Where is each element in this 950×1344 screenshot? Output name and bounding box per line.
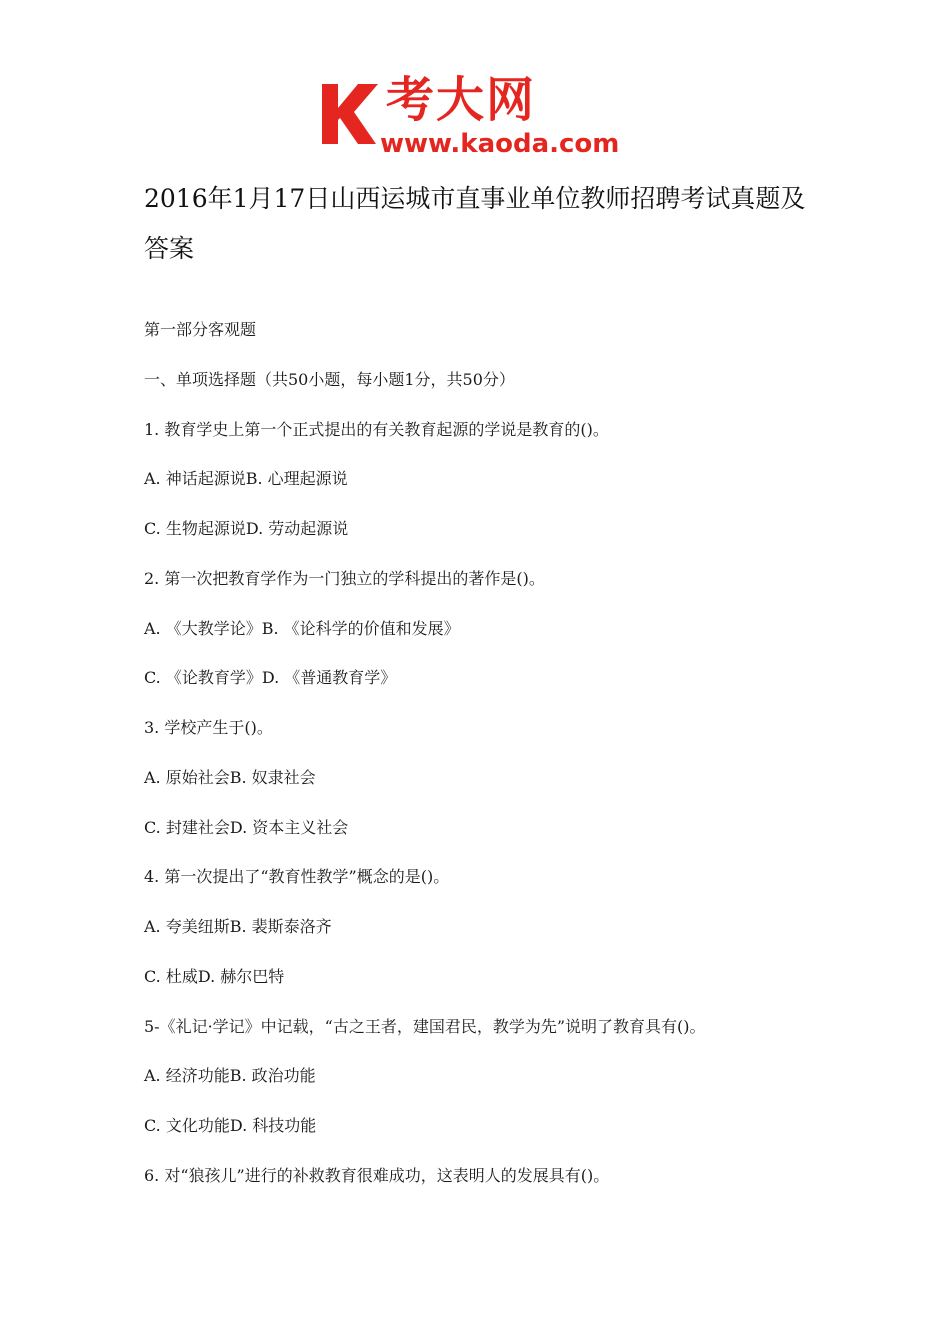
question-4: 4. 第一次提出了“教育性教学”概念的是()。 [144,867,450,887]
question-4-options-cd: C. 杜威D. 赫尔巴特 [144,966,285,986]
question-3-options-cd: C. 封建社会D. 资本主义社会 [144,817,349,837]
kaoda-k-logo-icon [318,78,382,148]
question-2-options-ab: A. 《大教学论》B. 《论科学的价值和发展》 [144,618,460,638]
question-group-heading: 一、单项选择题（共50小题，每小题1分，共50分） [144,369,515,389]
question-5: 5-《礼记·学记》中记载，“古之王者，建国君民，教学为先”说明了教育具有()。 [144,1016,706,1036]
question-1-options-ab: A. 神话起源说B. 心理起源说 [144,469,348,489]
question-1: 1. 教育学史上第一个正式提出的有关教育起源的学说是教育的()。 [144,419,609,439]
question-4-options-ab: A. 夸美纽斯B. 裴斯泰洛齐 [144,917,332,936]
question-2-options-cd: C. 《论教育学》D. 《普通教育学》 [144,668,397,688]
question-2: 2. 第一次把教育学作为一门独立的学科提出的著作是()。 [144,568,545,588]
question-3: 3. 学校产生于()。 [144,718,273,737]
section-heading: 第一部分客观题 [144,320,257,339]
question-5-options-ab: A. 经济功能B. 政治功能 [144,1066,316,1086]
question-5-options-cd: C. 文化功能D. 科技功能 [144,1116,317,1135]
logo-url-text: www.kaoda.com [380,129,620,159]
document-body [144,320,844,1216]
question-6: 6. 对“狼孩儿”进行的补救教育很难成功，这表明人的发展具有()。 [144,1165,610,1185]
document-title: 2016年1月17日山西运城市直事业单位教师招聘考试真题及答案 [144,184,806,263]
question-1-options-cd: C. 生物起源说D. 劳动起源说 [144,519,349,538]
question-3-options-ab: A. 原始社会B. 奴隶社会 [144,767,316,787]
kaoda-logo[interactable] [318,72,648,160]
logo-chinese-text: 考大网 [386,72,537,128]
